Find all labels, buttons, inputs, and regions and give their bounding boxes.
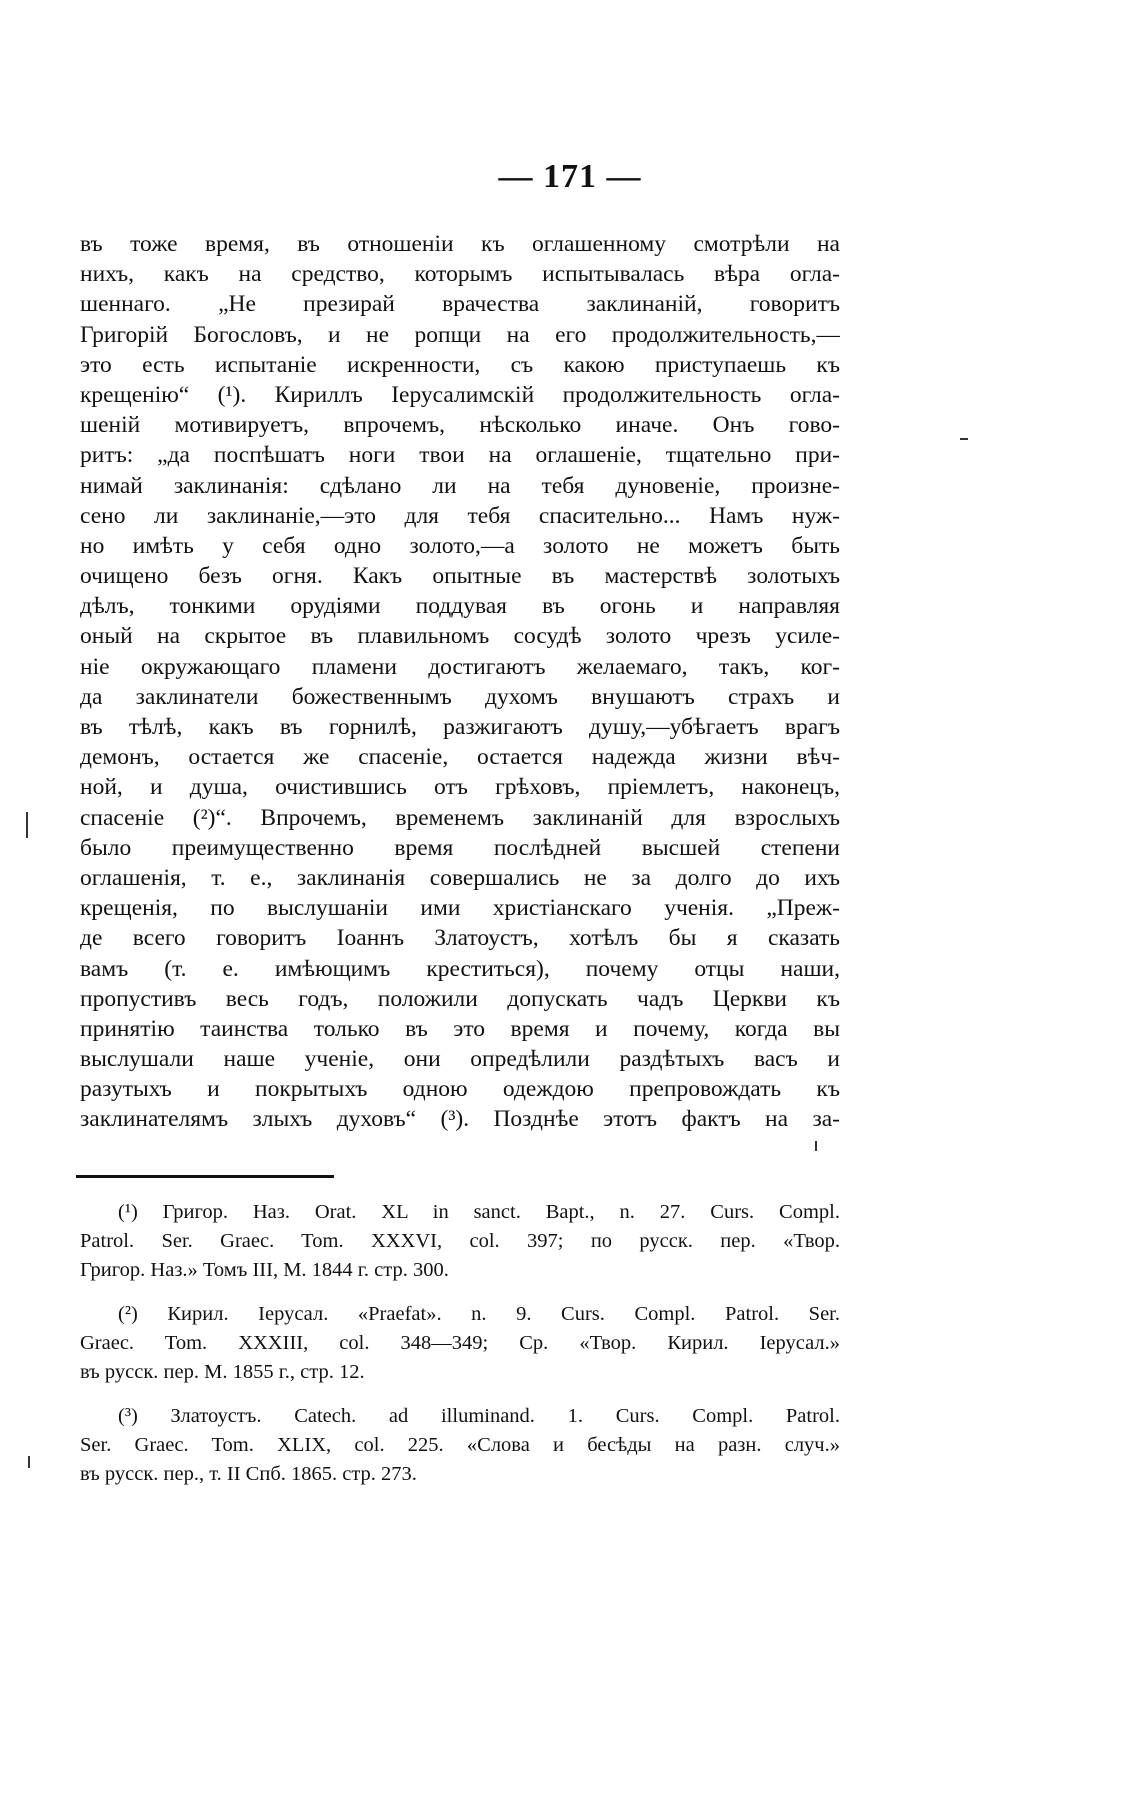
- body-line: нiе окружающаго пламени достигаютъ желаемаго, такъ, ког-: [80, 653, 840, 680]
- body-line: было преимущественно время послѣдней высшей степени: [80, 834, 840, 861]
- footnote-line: (³) Златоустъ. Catech. ad illuminand. 1. Curs. Compl. Patrol.: [118, 1405, 840, 1427]
- footnote-separator: [76, 1175, 334, 1178]
- body-line: шенiй мотивируетъ, впрочемъ, нѣсколько иначе. Онъ гово-: [80, 412, 840, 439]
- body-line: оглашенiя, т. е., заклинанiя совершались не за долго до ихъ: [80, 864, 840, 891]
- body-line: крещенiя, по выслушанiи ими христiанскаго ученiя. „Преж-: [80, 895, 840, 922]
- footnotes: [80, 1198, 840, 1489]
- footnote-3: [80, 1402, 840, 1489]
- footnote-2: [80, 1300, 840, 1387]
- body-line: въ тоже время, въ отношенiи къ оглашенному смотрѣли на: [80, 231, 840, 257]
- body-line: крещенiю“ (¹). Кириллъ Iерусалимскiй продолжительность огла-: [80, 381, 840, 408]
- body-line: принятiю таинства только въ это время и почему, когда вы: [80, 1015, 840, 1042]
- margin-mark: [960, 438, 968, 440]
- footnote-line: Ser. Graec. Tom. XLIX, col. 225. «Слова и бесѣды на разн. случ.»: [80, 1434, 840, 1456]
- body-line: очищено безъ огня. Какъ опытные въ мастерствѣ золотыхъ: [80, 563, 840, 590]
- margin-mark: [28, 1456, 30, 1468]
- body-line: демонъ, остается же спасенiе, остается надежда жизни вѣч-: [80, 744, 840, 771]
- body-line: это есть испытанiе искренности, съ какою приступаешь къ: [80, 351, 840, 378]
- body-line: ритъ: „да поспѣшатъ ноги твои на оглашенiе, тщательно при-: [80, 442, 840, 469]
- body-line: де всего говоритъ Iоаннъ Златоустъ, хотѣлъ бы я сказать: [80, 925, 840, 952]
- footnote-line: (²) Кирил. Iерусал. «Praefat». n. 9. Curs. Compl. Patrol. Ser.: [118, 1303, 840, 1325]
- margin-mark: [26, 812, 28, 838]
- footnote-line: въ русск. пер., т. II Спб. 1865. стр. 273.: [80, 1463, 417, 1485]
- footnote-line: въ русск. пер. М. 1855 г., стр. 12.: [80, 1361, 365, 1383]
- body-line: въ тѣлѣ, какъ въ горнилѣ, разжигаютъ душу,—убѣгаетъ врагъ: [80, 714, 840, 740]
- body-line: нихъ, какъ на средство, которымъ испытывалась вѣра огла-: [80, 261, 840, 288]
- body-line: ной, и душа, очистившись отъ грѣховъ, прiемлетъ, наконецъ,: [80, 774, 840, 801]
- page-number: — 171 —: [498, 158, 642, 195]
- footnote-line: Григор. Наз.» Томъ III, М. 1844 г. стр. 300.: [80, 1259, 449, 1281]
- body-line: нимай заклинанiя: сдѣлано ли на тебя дуновенiе, произне-: [80, 472, 840, 499]
- body-text: [80, 229, 840, 1135]
- body-line: дѣлъ, тонкими орудiями поддувая въ огонь и направляя: [80, 593, 840, 620]
- body-line: заклинателямъ злыхъ духовъ“ (³). Позднѣе этотъ фактъ на за-: [80, 1106, 840, 1133]
- body-line: шеннаго. „Не презирай врачества заклинанiй, говоритъ: [80, 291, 840, 318]
- body-line: но имѣть у себя одно золото,—а золото не можетъ быть: [80, 532, 840, 559]
- margin-mark: [815, 1141, 817, 1151]
- body-line: выслушали наше ученiе, они опредѣлили раздѣтыхъ васъ и: [80, 1046, 840, 1073]
- footnote-line: (¹) Григор. Наз. Orat. XL in sanct. Bapt., n. 27. Curs. Compl.: [118, 1201, 840, 1223]
- footnote-line: Graec. Tom. XXXIII, col. 348—349; Ср. «Твор. Кирил. Iерусал.»: [80, 1332, 840, 1354]
- body-line: вамъ (т. е. имѣющимъ креститься), почему отцы наши,: [80, 955, 840, 982]
- body-line: пропустивъ весь годъ, положили допускать чадъ Церкви къ: [80, 985, 840, 1012]
- body-line: спасенiе (²)“. Впрочемъ, временемъ заклинанiй для взрослыхъ: [80, 804, 840, 831]
- footnote-line: Patrol. Ser. Graec. Tom. XXXVI, col. 397; по русск. пер. «Твор.: [80, 1230, 840, 1252]
- footnote-1: [80, 1198, 840, 1285]
- body-line: разутыхъ и покрытыхъ одною одеждою препровождать къ: [80, 1076, 840, 1103]
- body-line: Григорiй Богословъ, и не ропщи на его продолжительность,—: [80, 321, 840, 348]
- body-line: да заклинатели божественнымъ духомъ внушаютъ страхъ и: [80, 683, 840, 710]
- body-line: сено ли заклинанiе,—это для тебя спасительно... Намъ нуж-: [80, 502, 840, 529]
- body-line: оный на скрытое въ плавильномъ сосудѣ золото чрезъ усиле-: [80, 623, 840, 650]
